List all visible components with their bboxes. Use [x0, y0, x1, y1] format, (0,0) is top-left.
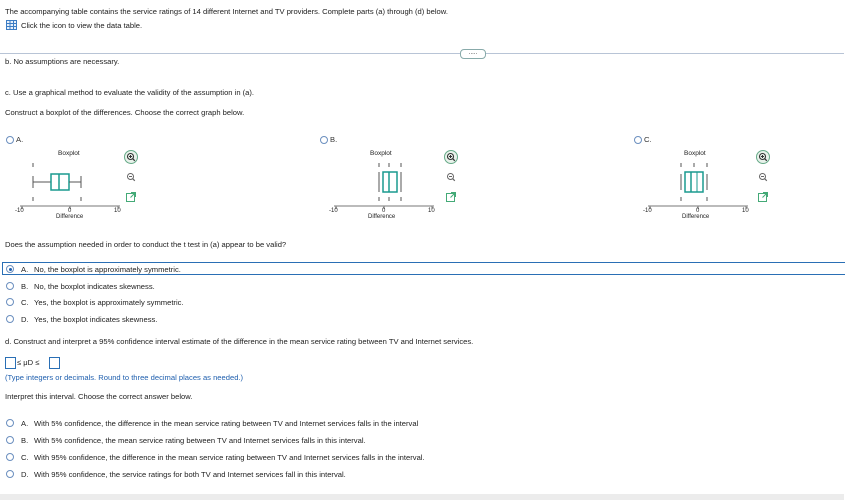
intro-text: The accompanying table contains the service ratings of 14 different Internet and TV providers. Complete parts (a) through (d) below.	[5, 7, 448, 16]
boxplot-c	[643, 148, 758, 228]
assumption-option-d-letter: D.	[21, 315, 29, 324]
boxplot-c-tick-min: -10	[643, 208, 652, 214]
boxplot-b	[329, 148, 444, 228]
part-d-question: d. Construct and interpret a 95% confidence interval estimate of the difference in the mean service rating between TV and Internet services.	[5, 337, 474, 346]
boxplot-c-xlabel: Difference	[682, 214, 710, 220]
bottom-scrollbar[interactable]	[0, 494, 844, 500]
interpret-option-b-radio[interactable]	[6, 436, 14, 444]
interpret-option-c-text[interactable]: With 95% confidence, the difference in the mean service rating between TV and Internet services falls in the interval.	[34, 453, 425, 462]
expand-button[interactable]: .....	[460, 49, 486, 59]
zoom-out-icon[interactable]	[124, 170, 138, 184]
part-d-hint: (Type integers or decimals. Round to three decimal places as needed.)	[5, 373, 244, 382]
boxplot-a	[15, 148, 130, 228]
boxplot-b-tick-max: 10	[428, 208, 435, 214]
boxplot-option-c-letter: C.	[644, 135, 652, 144]
part-c-instruction: Construct a boxplot of the differences. Choose the correct graph below.	[5, 108, 245, 117]
interpret-option-b-letter: B.	[21, 436, 29, 445]
assumption-option-c-text[interactable]: Yes, the boxplot is approximately symmetric.	[34, 298, 184, 307]
interpret-option-a-radio[interactable]	[6, 419, 14, 427]
popout-icon[interactable]	[444, 190, 458, 204]
zoom-in-icon[interactable]	[124, 150, 138, 164]
assumption-option-a-text[interactable]: No, the boxplot is approximately symmetric.	[34, 265, 181, 274]
boxplot-a-title: Boxplot	[58, 150, 80, 157]
interpret-option-d-text[interactable]: With 95% confidence, the service ratings for both TV and Internet services fall in this interval.	[34, 470, 346, 479]
interpret-option-c-letter: C.	[21, 453, 29, 462]
assumption-option-b-letter: B.	[21, 282, 29, 291]
interpret-option-a-text[interactable]: With 5% confidence, the difference in the mean service rating between TV and Internet services falls in the interval	[34, 419, 419, 428]
interpret-option-d-radio[interactable]	[6, 470, 14, 478]
assumption-option-a-radio[interactable]	[6, 265, 14, 273]
boxplot-a-xlabel: Difference	[56, 214, 84, 220]
assumption-option-d-radio[interactable]	[6, 315, 14, 323]
ci-inequality: ≤ μD ≤	[17, 358, 40, 367]
interpret-option-a-letter: A.	[21, 419, 29, 428]
zoom-in-icon[interactable]	[756, 150, 770, 164]
divider-left	[0, 53, 460, 54]
boxplot-c-title: Boxplot	[684, 150, 706, 157]
table-icon[interactable]	[6, 20, 17, 32]
boxplot-option-a-radio[interactable]	[6, 136, 14, 144]
divider-right	[486, 53, 844, 54]
boxplot-a-tick-min: -10	[15, 208, 24, 214]
assumption-option-a-letter: A.	[21, 265, 29, 274]
popout-icon[interactable]	[124, 190, 138, 204]
boxplot-b-xlabel: Difference	[368, 214, 396, 220]
table-link[interactable]: Click the icon to view the data table.	[21, 21, 143, 30]
ci-lower-input[interactable]	[5, 357, 16, 369]
assumption-question: Does the assumption needed in order to conduct the t test in (a) appear to be valid?	[5, 240, 287, 249]
partial-line: b. No assumptions are necessary.	[5, 57, 120, 66]
assumption-option-c-letter: C.	[21, 298, 29, 307]
boxplot-option-a-letter: A.	[16, 135, 24, 144]
boxplot-c-tick-zero: 0	[696, 208, 700, 214]
boxplot-option-b-radio[interactable]	[320, 136, 328, 144]
zoom-out-icon[interactable]	[444, 170, 458, 184]
boxplot-b-tick-min: -10	[329, 208, 338, 214]
zoom-in-icon[interactable]	[444, 150, 458, 164]
boxplot-c-tick-max: 10	[742, 208, 749, 214]
interpret-option-d-letter: D.	[21, 470, 29, 479]
assumption-option-c-radio[interactable]	[6, 298, 14, 306]
boxplot-b-tick-zero: 0	[382, 208, 386, 214]
zoom-out-icon[interactable]	[756, 170, 770, 184]
assumption-option-d-text[interactable]: Yes, the boxplot indicates skewness.	[34, 315, 158, 324]
interpret-option-b-text[interactable]: With 5% confidence, the mean service rating between TV and Internet services falls in this interval.	[34, 436, 366, 445]
interpret-option-c-radio[interactable]	[6, 453, 14, 461]
boxplot-a-tick-zero: 0	[68, 208, 72, 214]
boxplot-b-title: Boxplot	[370, 150, 392, 157]
part-c-question: c. Use a graphical method to evaluate the validity of the assumption in (a).	[5, 88, 255, 97]
popout-icon[interactable]	[756, 190, 770, 204]
assumption-option-b-radio[interactable]	[6, 282, 14, 290]
ci-upper-input[interactable]	[49, 357, 60, 369]
boxplot-a-tick-max: 10	[114, 208, 121, 214]
boxplot-option-c-radio[interactable]	[634, 136, 642, 144]
part-d-interpret: Interpret this interval. Choose the correct answer below.	[5, 392, 193, 401]
assumption-option-b-text[interactable]: No, the boxplot indicates skewness.	[34, 282, 155, 291]
boxplot-option-b-letter: B.	[330, 135, 338, 144]
partial-line-clip	[5, 57, 120, 68]
